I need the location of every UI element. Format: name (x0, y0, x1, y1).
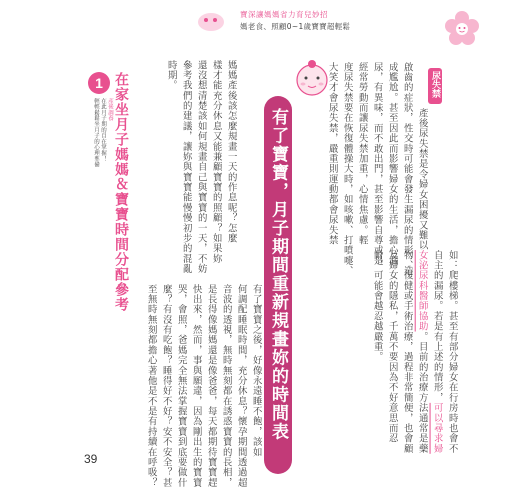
chapter-subtitle-line3: 輕輕鬆鬆坐月子的心理準備 (93, 98, 99, 168)
chapter-title: 在家坐月子媽媽＆寶寶時間分配參考 (113, 72, 129, 312)
text-col-br5: 快出來，然而，事與願違，因為剛出生的寶寶 (190, 284, 202, 488)
text-col-ml2: 樣才能充分休息又能兼顧寶寶的照顧？如果妳 (210, 60, 222, 264)
text-col-ml5: 時期。 (165, 60, 177, 91)
text-col-tr4: 經常勞動而讓尿失禁加重，心情焦慮。輕 (356, 62, 368, 246)
text-col-br2: 何調配睡眠時間，充分休息？懷孕期間透過超 (235, 284, 247, 488)
chapter-subtitle (92, 98, 113, 168)
text-col-br4: 是長得像媽媽還是像爸爸，每天都期待寶寶趕 (205, 284, 217, 488)
text-col-tl1: 如：爬樓梯。甚至有部分婦女在行房時也會不 (446, 250, 458, 454)
text-col-br8: 至無時無刻都擔心著他是不是有持續在呼吸？ (145, 284, 157, 488)
section-tag-label: 尿失禁 (430, 71, 440, 98)
text-tl2a: 自主的漏尿。若是有上述的情形， (431, 250, 443, 403)
text-col-ml3: 還沒想清楚該如何規畫自己與寶寶的一天，不妨 (195, 60, 207, 274)
text-col-tl3 (414, 250, 429, 454)
text-col-tl4: 物、復健或手術治療，過程非常簡便，也會顧 (401, 250, 413, 454)
text-col-tr0: 產後尿失禁是令婦女困擾又難以 (416, 108, 428, 251)
chapter-subtitle-line2: 在此月子期的自在掌握！ (100, 98, 106, 162)
text-col-ml4: 參考我們的建議，讓妳與寶寶能慢慢初步的混亂 (180, 60, 192, 274)
header-cloud-icon (196, 9, 226, 33)
text-col-ml1: 媽媽產後該怎麼規畫一天的作息呢？怎麼 (225, 60, 237, 244)
text-col-tl6: 耐，可能會越忍越嚴重。 (371, 250, 383, 363)
text-col-tr1: 啟齒的症狀，性交時可能會發生漏尿的情形，造 (401, 62, 413, 276)
text-tl2b-highlight: 可以尋求婦 (431, 402, 443, 454)
text-col-tr6: 大笑才會尿失禁，嚴重則運動都會尿失禁 (326, 62, 338, 246)
text-col-tl5: 及婦女的隱私，千萬不要因為不好意思而忍 (386, 250, 398, 444)
section-title: 有了寶寶，月子期間重新規畫妳的時間表 (268, 108, 288, 441)
text-col-tl2 (429, 250, 444, 454)
text-tl3b: 。目前的治療方法通常是藥 (416, 331, 428, 454)
chapter-number-badge: 1 (88, 72, 110, 94)
header-book-subtitle: 媽老食、照顧0~1歲寶寶超輕鬆 (240, 22, 351, 31)
header-series-title: 寶深讓媽媽省力育兒妙招 (240, 10, 328, 19)
text-col-tr5: 度尿失禁要在恢復體操大時，如咳嗽、打噴嚏、 (341, 62, 353, 276)
text-col-br3: 音波的透視，無時無刻都在誘惑寶寶的長相， (220, 284, 232, 488)
text-col-br1: 有了寶寶之後，好像永遠睡不飽，該如 (250, 284, 262, 458)
text-col-tr3: 尿，有異味，而不敢出門，甚至影響自尊或是 (371, 62, 383, 266)
flower-decoration-icon (444, 10, 480, 46)
text-col-br6: 哭，會照，爸媽完全無法掌握寶寶到底要做什 (175, 284, 187, 488)
text-col-br7: 麼？有沒有吃飽？睡得好不好？安不安全？甚 (160, 284, 172, 488)
page-number: 39 (84, 452, 98, 466)
text-tl3a-highlight: 女泌尿科醫師協助 (416, 250, 428, 332)
chapter-subtitle-line1: 產後調養 (107, 98, 113, 122)
text-col-tr2: 成尷尬。甚至因此而影響婦女的生活，擔心漏 (386, 62, 398, 266)
